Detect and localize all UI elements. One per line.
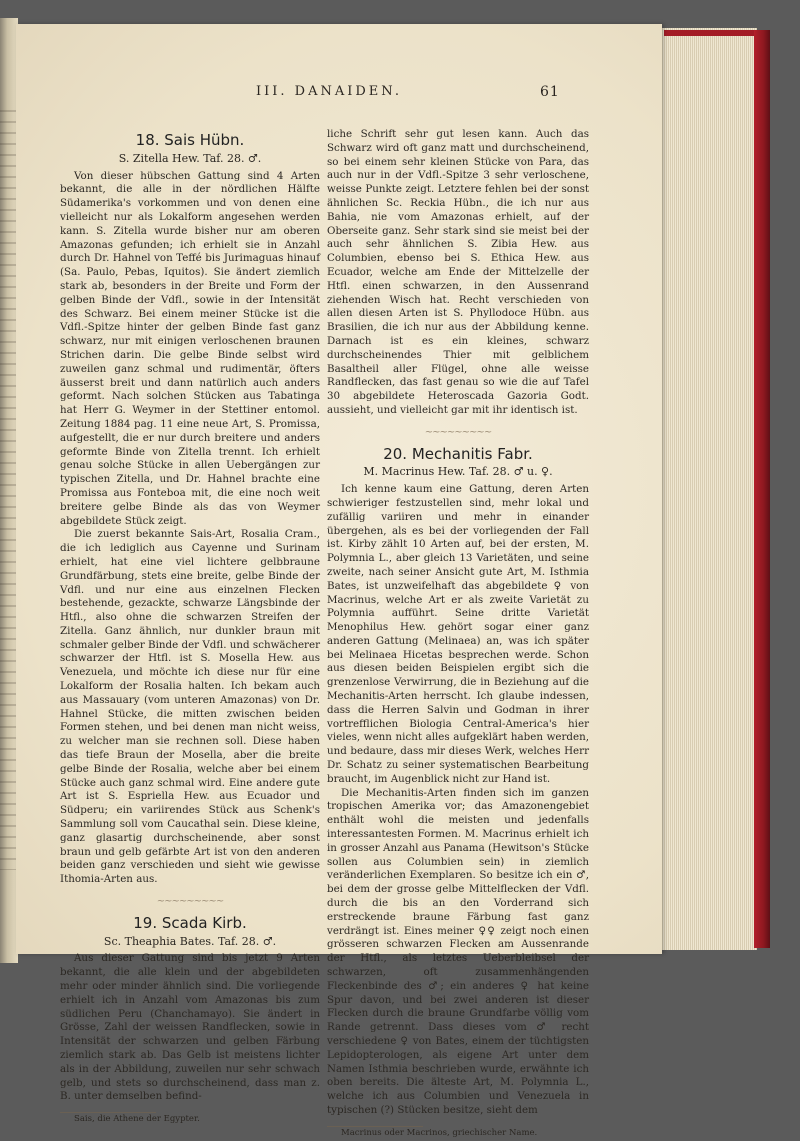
section-19-paragraph-1: Aus dieser Gattung sind bis jetzt 9 Arten bekannt, die alle klein und der abgebildeten mehr oder minder ähnlich sind. Die vorliegende erhielt ich in Anzahl vom Amazonas bis zum südlichen Peru (Chanchamayo). Sie ändert in Grösse, Zahl der weissen Randflecken, sowie in Intensität der schwarzen und gelben Färbung ziemlich stark ab. Das Gelb ist meistens lichter als in der Abbildung, zuweilen nur sehr schwach gelb, und stets so durchscheinend, dass man z. B. unter demselben befind- bbox=[60, 952, 320, 1103]
section-18-paragraph-2: Die zuerst bekannte Sais-Art, Rosalia Cram., die ich lediglich aus Cayenne und Surinam erhielt, hat eine viel lichtere gelbbraune Grundfärbung, stets eine breite, gelbe Binde der Vdfl. und nur eine aus einzelnen Flecken bestehende, gezackte, schwarze Längsbinde der Htfl., also ohne die schwarzen Streifen der Zitella. Ganz ähnlich, nur dunkler braun mit schmaler gelber Binde der Vdfl. und schwächerer schwarzer der Htfl. ist S. Mosella Hew. aus Venezuela, und möchte ich diese nur für eine Lokalform der Rosalia halten. Ich bekam auch aus Massauary (vom unteren Amazonas) von Dr. Hahnel Stücke, die mitten zwischen beiden Formen stehen, und bei denen man nicht weiss, zu welcher man sie rechnen soll. Diese haben das tiefe Braun der Mosella, aber die breite gelbe Binde der Rosalia, welche aber bei einem Stücke auch ganz schmal wird. Eine andere gute Art ist S. Espriella Hew. aus Ecuador und Südperu; ein variirendes Stück aus Schenk's Sammlung soll vom Caucathal sein. Diese kleine, ganz glasartig durchscheinende, aber sonst braun und gelb gefärbte Art ist von den anderen beiden ganz verschieden und sieht wie gewisse Ithomia-Arten aus. bbox=[60, 528, 320, 886]
facing-page-text-bleed bbox=[0, 110, 16, 870]
book-cover-spine bbox=[754, 30, 770, 948]
footnote-right: Macrinus oder Macrinos, griechischer Name. bbox=[341, 1127, 538, 1138]
section-divider: ~~~~~~~~~ bbox=[156, 896, 224, 908]
left-column bbox=[60, 130, 320, 1127]
section-19-title: 19. Scada Kirb. bbox=[133, 913, 247, 932]
section-20-title: 20. Mechanitis Fabr. bbox=[383, 444, 533, 463]
section-19-subtitle: Sc. Theaphia Bates. Taf. 28. ♂. bbox=[103, 934, 277, 948]
section-divider: ~~~~~~~~~ bbox=[424, 426, 492, 438]
section-20-subtitle: M. Macrinus Hew. Taf. 28. ♂ u. ♀. bbox=[363, 465, 553, 479]
section-20-paragraph-1: Ich kenne kaum eine Gattung, deren Arten schwieriger festzustellen sind, mehr lokal und zufällig variiren und mehr in einander übergehen, als es bei der vorliegenden der Fall ist. Kirby zählt 10 Arten auf, bei der ersten, M. Polymnia L., aber gleich 13 Varietäten, und seine zweite, nach seiner Ansicht gute Art, M. Isthmia Bates, ist unzweifelhaft das abgebildete ♀ von Macrinus, welche Art er als zweite Varietät zu Polymnia aufführt. Seine dritte Varietät Menophilus Hew. gehört sogar einer ganz anderen Gattung (Melinaea) an, was ich später bei Melinaea Hicetas besprechen werde. Schon aus diesen beiden Beispielen ergibt sich die grenzenlose Verwirrung, die in Beziehung auf die Mechanitis-Arten herrscht. Ich glaube indessen, dass die Herren Salvin und Godman in ihrer vortrefflichen Biologia Central-America's hier vieles, wenn nicht alles aufgeklärt haben werden, und bedaure, dass mir dieses Werk, welches Herr Dr. Schatz zu seiner systematischen Bearbeitung braucht, im Augenblick nicht zur Hand ist. bbox=[327, 483, 589, 785]
section-19-continuation: liche Schrift sehr gut lesen kann. Auch das Schwarz wird oft ganz matt und durchscheinend, so bei einem sehr kleinen Stücke von Para, das auch nur in der Vdfl.-Spitze 3 sehr verloschene, weisse Punkte zeigt. Letztere fehlen bei der sonst ähnlichen Sc. Reckia Hübn., die ich nur aus Bahia, nie vom Amazonas erhielt, auf der Oberseite ganz. Sehr stark sind sie meist bei der auch sehr ähnlichen S. Zibia Hew. aus Columbien, ebenso bei S. Ethica Hew. aus Ecuador, welche am Ende der Mittelzelle der Htfl. einen schwarzen, in den Aussenrand ziehenden Wisch hat. Recht verschieden von allen diesen Arten ist S. Phyllodoce Hübn. aus Brasilien, die ich nur aus der Abbildung kenne. Darnach ist es ein kleines, schwarz durchscheinendes Thier mit gelblichem Basaltheil aller Flügel, ohne alle weisse Randflecken, das fast genau so wie die auf Tafel 30 abgebildete Heteroscada Gazoria Godt. aussieht, und vielleicht gar mit ihr identisch ist. bbox=[327, 128, 589, 416]
running-title: III. DANAIDEN. bbox=[256, 84, 402, 99]
section-20-paragraph-2: Die Mechanitis-Arten finden sich im ganzen tropischen Amerika vor; das Amazonengebiet enthält wohl die meisten und jedenfalls interessantesten Formen. M. Macrinus erhielt ich in grosser Anzahl aus Panama (Hewitson's Stücke sollen aus Columbien sein) in ziemlich veränderlichen Exemplaren. So besitze ich ein ♂, bei dem der grosse gelbe Mittelflecken der Vdfl. durch die bis an den Vorderrand sich erstreckende braune Färbung fast ganz verdrängt ist. Eines meiner ♀♀ zeigt noch einen grösseren schwarzen Flecken am Aussenrande der Htfl., als letztes Ueberbleibsel der schwarzen, oft zusammenhängenden Fleckenbinde des ♂; ein anderes ♀ hat keine Spur davon, und bei zwei anderen ist dieser Flecken durch die braune Grundfarbe völlig vom Rande getrennt. Dass dieses vom ♂ recht verschiedene ♀ von Bates, einem der tüchtigsten Lepidopterologen, als eigene Art unter dem Namen Isthmia beschrieben wurde, erwähnte ich oben bereits. Die älteste Art, M. Polymnia L., welche ich aus Columbien und Venezuela in typischen (?) Stücken besitze, sieht dem bbox=[327, 786, 589, 1116]
right-column bbox=[327, 128, 589, 1141]
section-18-subtitle: S. Zitella Hew. Taf. 28. ♂. bbox=[118, 151, 262, 165]
section-18-title: 18. Sais Hübn. bbox=[135, 131, 245, 149]
section-18-paragraph-1: Von dieser hübschen Gattung sind 4 Arten bekannt, die alle in der nördlichen Hälfte Südamerika's vorkommen und von denen eine vielleicht nur als Lokalform angesehen werden kann. S. Zitella wurde bisher nur am oberen Amazonas gefunden; ich erhielt sie in Anzahl durch Dr. Hahnel von Teffé bis Jurimaguas hinauf (Sa. Paulo, Pebas, Iquitos). Sie ändert ziemlich stark ab, besonders in der Breite und Form der gelben Binde der Vdfl., sowie in der Intensität des Schwarz. Bei einem meiner Stücke ist die Vdfl.-Spitze hinter der gelben Binde fast ganz schwarz, nur mit einigen verloschenen braunen Strichen darin. Die gelbe Binde selbst wird zuweilen ganz schmal und rudimentär, öfters äusserst breit und dann natürlich auch anders geformt. Nach solchen Stücken aus Tabatinga hat Herr G. Weymer in der Stettiner entomol. Zeitung 1884 pag. 11 eine neue Art, S. Promissa, aufgestellt, die er nur durch breitere und anders geformte Binde von Zitella trennt. Ich erhielt genau solche Stücke in allen Uebergängen zur typischen Zitella, und Dr. Hahnel brachte eine Promissa aus Fonteboa mit, die eine noch weit breitere gelbe Binde als das von Weymer abgebildete Stück zeigt. bbox=[60, 169, 320, 527]
page-number: 61 bbox=[540, 84, 560, 100]
running-header bbox=[46, 84, 646, 104]
page-stack-edge bbox=[660, 28, 757, 950]
footnote-left: Sais, die Athene der Egypter. bbox=[74, 1114, 200, 1125]
